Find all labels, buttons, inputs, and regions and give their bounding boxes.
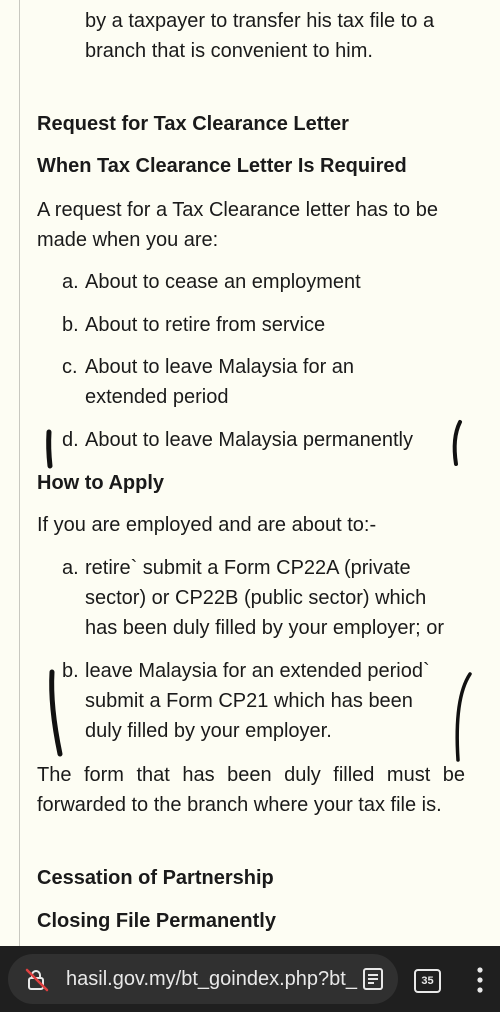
list-item bbox=[62, 352, 392, 412]
more-vertical-icon[interactable] bbox=[472, 966, 488, 994]
list-item-text: About to leave Malaysia permanently bbox=[85, 429, 413, 451]
list-marker: b. bbox=[62, 660, 79, 682]
browser-toolbar bbox=[0, 946, 500, 1012]
list-item-text: leave Malaysia for an extended period` submit a Form CP21 which has been duly filled by your employer. bbox=[85, 660, 430, 742]
reader-mode-icon[interactable] bbox=[362, 967, 384, 991]
not-secure-lock-icon[interactable] bbox=[24, 967, 50, 993]
list-item-text: About to retire from service bbox=[85, 314, 326, 336]
list-item bbox=[62, 267, 482, 297]
list-marker: c. bbox=[62, 356, 78, 378]
heading-closing-file-permanently: Closing File Permanently bbox=[37, 910, 276, 932]
pen-mark-left-d bbox=[40, 428, 60, 470]
address-bar[interactable] bbox=[8, 954, 398, 1004]
intro-paragraph: A request for a Tax Clearance letter has to be made when you are: bbox=[37, 199, 438, 251]
pen-mark-right-d bbox=[448, 418, 468, 470]
content-border bbox=[19, 0, 20, 946]
list-item-text: About to leave Malaysia for an extended period bbox=[85, 356, 355, 408]
list-marker: a. bbox=[62, 557, 79, 579]
list-item-text: retire` submit a Form CP22A (private sector) or CP22B (public sector) which has been duly filled by your employer; or bbox=[85, 557, 445, 639]
heading-cessation-of-partnership: Cessation of Partnership bbox=[37, 867, 274, 889]
pen-mark-left-b bbox=[44, 666, 68, 762]
form-note-paragraph: The form that has been duly filled must be forwarded to the branch where your tax file is. bbox=[37, 764, 465, 816]
heading-how-to-apply: How to Apply bbox=[37, 472, 165, 494]
how-intro-paragraph: If you are employed and are about to:- bbox=[37, 514, 377, 536]
list-marker: b. bbox=[62, 314, 79, 336]
continued-paragraph: by a taxpayer to transfer his tax file to a branch that is convenient to him. bbox=[85, 10, 435, 62]
list-item-text: About to cease an employment bbox=[85, 271, 361, 293]
list-marker: a. bbox=[62, 271, 79, 293]
tab-switcher-button[interactable]: 35 bbox=[414, 969, 441, 993]
list-item bbox=[62, 656, 447, 746]
list-marker: d. bbox=[62, 429, 79, 451]
heading-when-required: When Tax Clearance Letter Is Required bbox=[37, 155, 407, 177]
list-item bbox=[62, 553, 462, 643]
url-text[interactable]: hasil.gov.my/bt_goindex.php?bt_ bbox=[66, 968, 357, 990]
heading-request-tax-clearance: Request for Tax Clearance Letter bbox=[37, 113, 349, 135]
list-item bbox=[62, 310, 482, 340]
pen-mark-right-b bbox=[450, 668, 474, 768]
list-item bbox=[62, 425, 482, 455]
